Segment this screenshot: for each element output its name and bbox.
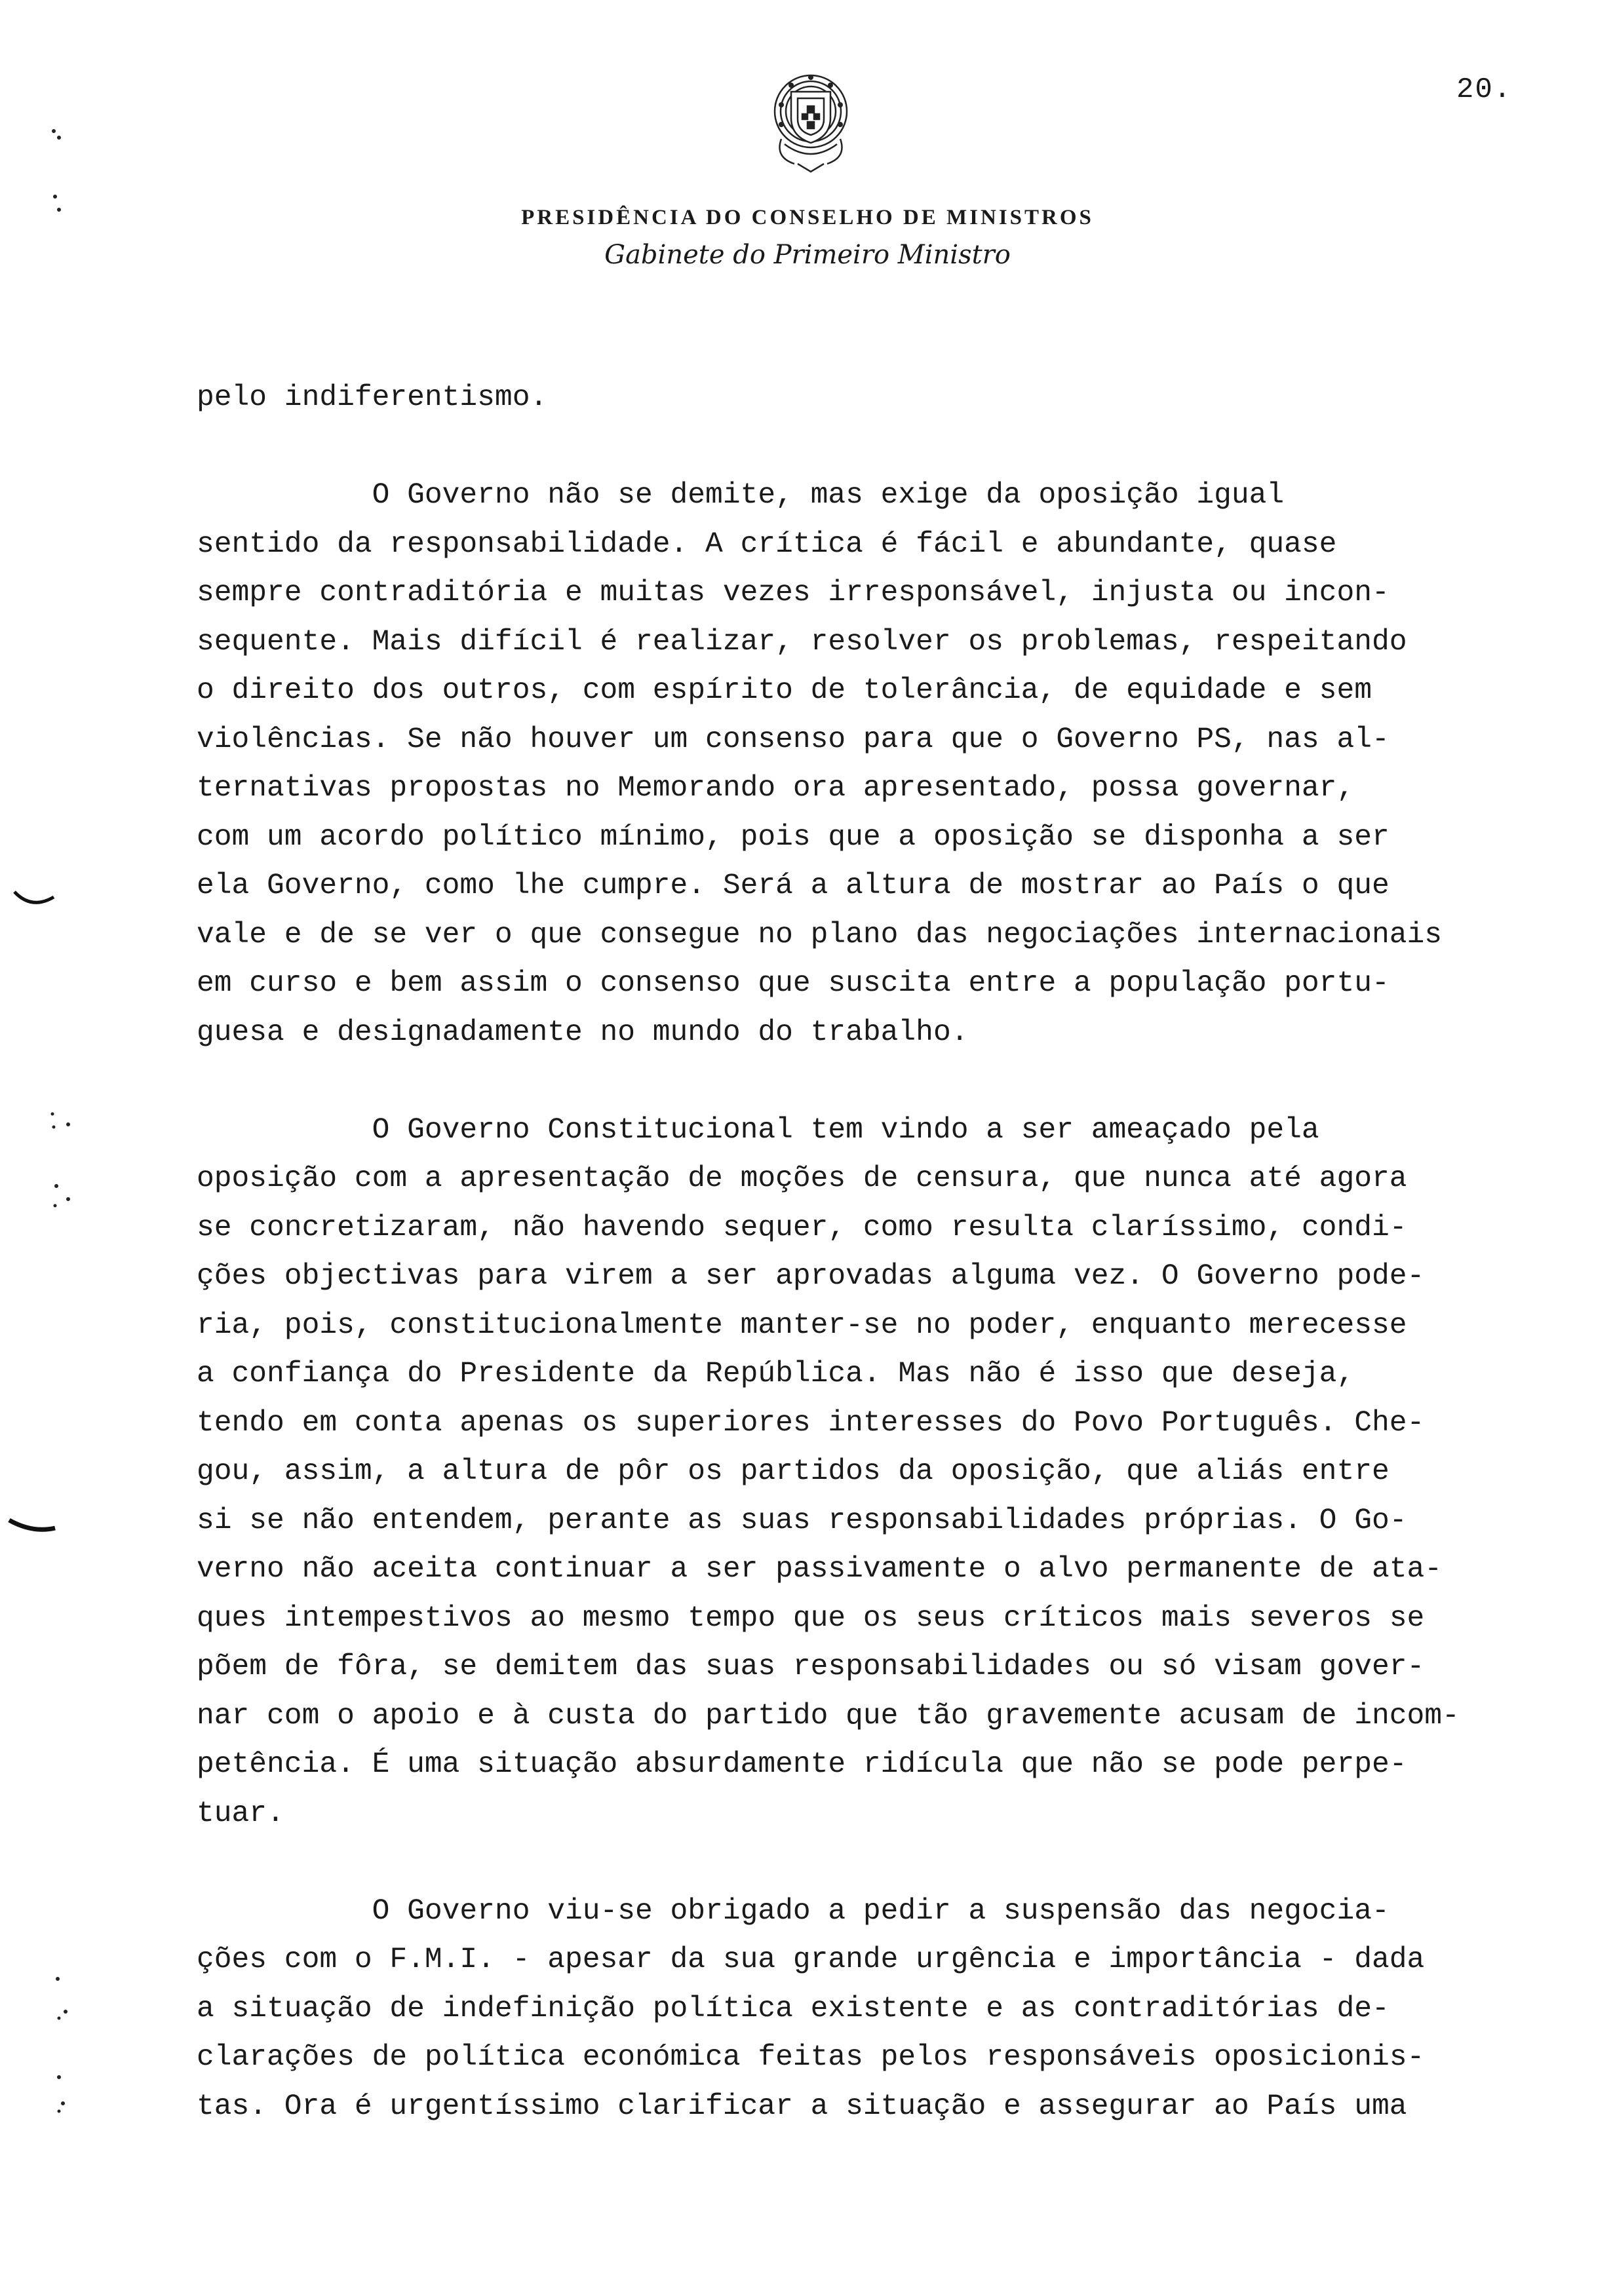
text-line: vale e de se ver o que consegue no plano das negociações internacionais: [197, 918, 1443, 951]
text-line: ções com o F.M.I. - apesar da sua grande urgência e importância - dada: [197, 1943, 1425, 1976]
text-line: ques intempestivos ao mesmo tempo que os seus críticos mais severos se: [197, 1601, 1425, 1635]
text-line: com um acordo político mínimo, pois que a oposição se disponha a ser: [197, 820, 1390, 854]
text-line: ções objectivas para virem a ser aprovadas alguma vez. O Governo pode-: [197, 1260, 1425, 1293]
text-line: gou, assim, a altura de pôr os partidos da oposição, que aliás entre: [197, 1455, 1390, 1488]
paragraph: [197, 471, 1612, 1057]
paragraph: [197, 373, 1612, 423]
text-line: tendo em conta apenas os superiores interesses do Povo Português. Che-: [197, 1406, 1425, 1440]
text-line: tas. Ora é urgentíssimo clarificar a situação e assegurar ao País uma: [197, 2090, 1407, 2123]
text-line: o direito dos outros, com espírito de tolerância, de equidade e sem: [197, 674, 1372, 707]
text-line: clarações de política económica feitas pelos responsáveis oposicionis-: [197, 2041, 1425, 2074]
text-line: sempre contraditória e muitas vezes irresponsável, injusta ou incon-: [197, 577, 1390, 609]
text-line: tuar.: [197, 1797, 284, 1830]
text-line: sequente. Mais difícil é realizar, resolver os problemas, respeitando: [197, 625, 1407, 659]
margin-dot-marks: [39, 111, 66, 242]
text-line: se concretizaram, não havendo sequer, como resulta claríssimo, condi-: [197, 1211, 1407, 1244]
margin-dot-marks: [39, 1101, 79, 1232]
text-line: guesa e designadamente no mundo do trabalho.: [197, 1016, 969, 1049]
coat-of-arms-emblem: [762, 66, 860, 177]
text-line: petência. É uma situação absurdamente ridícula que não se pode perpe-: [197, 1748, 1407, 1781]
text-line: pelo indiferentismo.: [197, 381, 548, 414]
text-line: a confiança do Presidente da República. Mas não é isso que deseja,: [197, 1358, 1355, 1390]
text-line: O Governo Constitucional tem vindo a ser ameaçado pela: [197, 1113, 1319, 1147]
text-line: si se não entendem, perante as suas responsabilidades próprias. O Go-: [197, 1504, 1407, 1537]
text-line: em curso e bem assim o consenso que suscita entre a população portu-: [197, 967, 1390, 1000]
page-number: 20.: [1456, 73, 1513, 106]
paragraph: [197, 1887, 1612, 2132]
text-line: nar com o apoio e à custa do partido que tão gravemente acusam de incom-: [197, 1699, 1460, 1732]
text-line: sentido da responsabilidade. A crítica é fácil e abundante, quase: [197, 527, 1337, 561]
text-line: ela Governo, como lhe cumpre. Será a altura de mostrar ao País o que: [197, 870, 1390, 902]
text-line: ternativas propostas no Memorando ora apresentado, possa governar,: [197, 772, 1355, 805]
paragraph: [197, 1106, 1612, 1839]
text-line: oposição com a apresentação de moções de censura, que nunca até agora: [197, 1162, 1407, 1195]
text-line: verno não aceita continuar a ser passivamente o alvo permanente de ata-: [197, 1553, 1443, 1586]
margin-curve-mark: [7, 1514, 59, 1540]
text-line: põem de fôra, se demitem das suas responsabilidades ou só visam gover-: [197, 1651, 1425, 1683]
text-line: violências. Se não houver um consenso para que o Governo PS, nas al-: [197, 723, 1390, 756]
text-line: a situação de indefinição política existente e as contraditórias de-: [197, 1992, 1390, 2025]
document-body: [197, 373, 1612, 2131]
text-line: ria, pois, constitucionalmente manter-se no poder, enquanto merecesse: [197, 1309, 1407, 1342]
letterhead-subtitle: Gabinete do Primeiro Ministro: [604, 240, 1011, 270]
text-line: O Governo viu-se obrigado a pedir a suspensão das negocia-: [197, 1894, 1390, 1928]
margin-dot-marks: [39, 1966, 79, 2136]
letterhead-title: PRESIDÊNCIA DO CONSELHO DE MINISTROS: [521, 206, 1094, 229]
text-line: O Governo não se demite, mas exige da oposição igual: [197, 479, 1285, 512]
margin-curve-mark: [12, 888, 58, 914]
